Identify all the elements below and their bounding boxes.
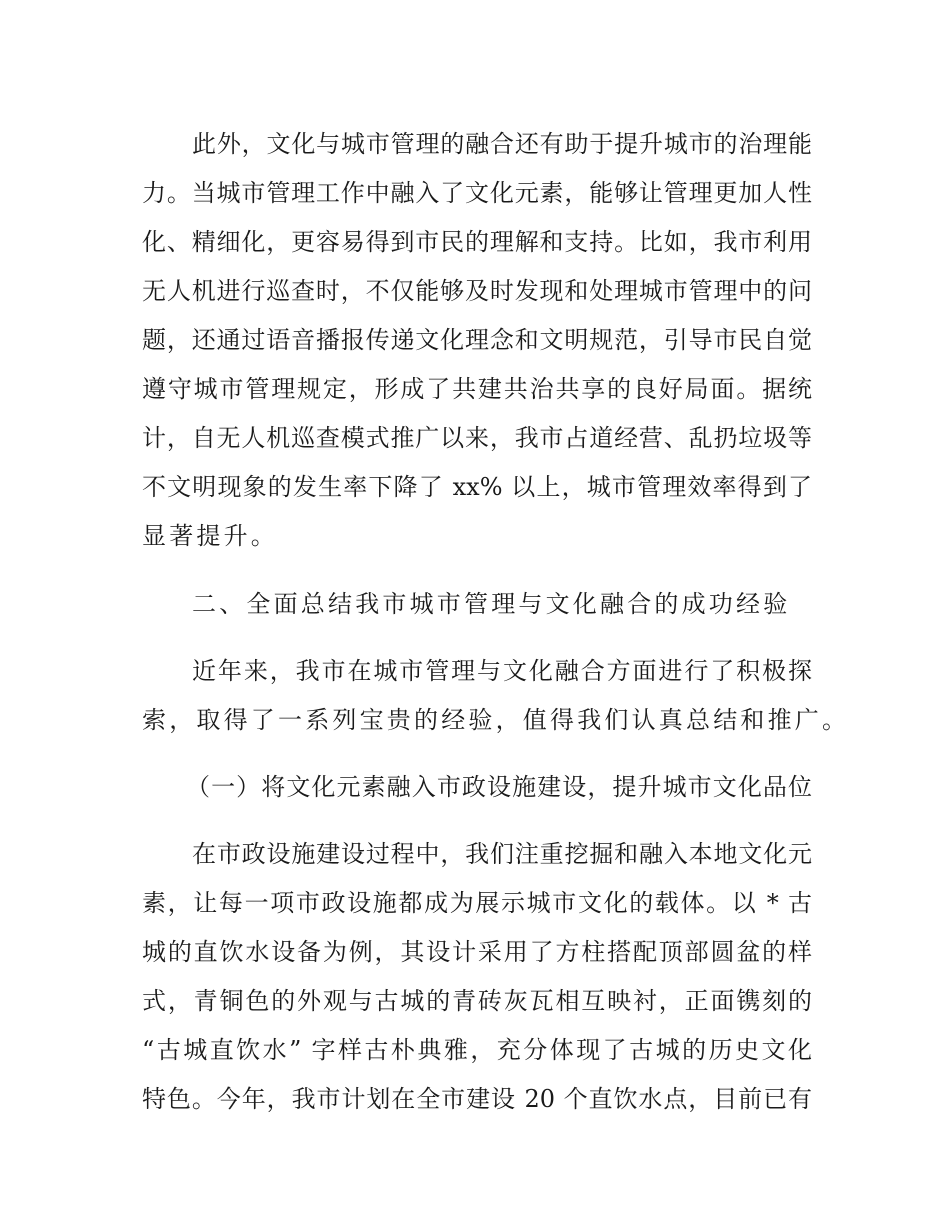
- paragraph-2-line-1: 近年来，我市在城市管理与文化融合方面进行了积极探: [192, 657, 812, 685]
- paragraph-1-line-5: 题，还通过语音播报传递文化理念和文明规范，引导市民自觉: [142, 326, 812, 354]
- paragraph-1-line-3: 化、精细化，更容易得到市民的理解和支持。比如，我市利用: [142, 228, 812, 256]
- paragraph-1-line-8: 不文明现象的发生率下降了 xx% 以上，城市管理效率得到了: [142, 473, 812, 501]
- paragraph-1-line-2: 力。当城市管理工作中融入了文化元素，能够让管理更加人性: [142, 179, 812, 207]
- paragraph-3-line-5: “古城直饮水” 字样古朴典雅，充分体现了古城的历史文化: [142, 1036, 812, 1064]
- paragraph-1-line-4: 无人机进行巡查时，不仅能够及时发现和处理城市管理中的问: [142, 277, 812, 305]
- paragraph-3-line-3: 城的直饮水设备为例，其设计采用了方柱搭配顶部圆盆的样: [142, 938, 812, 966]
- paragraph-3-line-1: 在市政设施建设过程中，我们注重挖掘和融入本地文化元: [192, 840, 812, 868]
- section-heading-2: 二、全面总结我市城市管理与文化融合的成功经验: [192, 590, 791, 618]
- subsection-heading-1: （一）将文化元素融入市政设施建设，提升城市文化品位: [186, 773, 812, 801]
- paragraph-3-line-6: 特色。今年，我市计划在全市建设 20 个直饮水点，目前已有: [142, 1085, 812, 1113]
- paragraph-2-line-2: 索，取得了一系列宝贵的经验，值得我们认真总结和推广。: [142, 706, 850, 734]
- paragraph-1-line-6: 遵守城市管理规定，形成了共建共治共享的良好局面。据统: [142, 375, 812, 403]
- paragraph-3-line-4: 式，青铜色的外观与古城的青砖灰瓦相互映衬，正面镌刻的: [142, 987, 812, 1015]
- paragraph-3-line-2: 素，让每一项市政设施都成为展示城市文化的载体。以 * 古: [142, 889, 812, 917]
- paragraph-1-line-9: 显著提升。: [142, 522, 278, 550]
- paragraph-1-line-7: 计，自无人机巡查模式推广以来，我市占道经营、乱扔垃圾等: [142, 424, 812, 452]
- paragraph-1-line-1: 此外，文化与城市管理的融合还有助于提升城市的治理能: [192, 130, 812, 158]
